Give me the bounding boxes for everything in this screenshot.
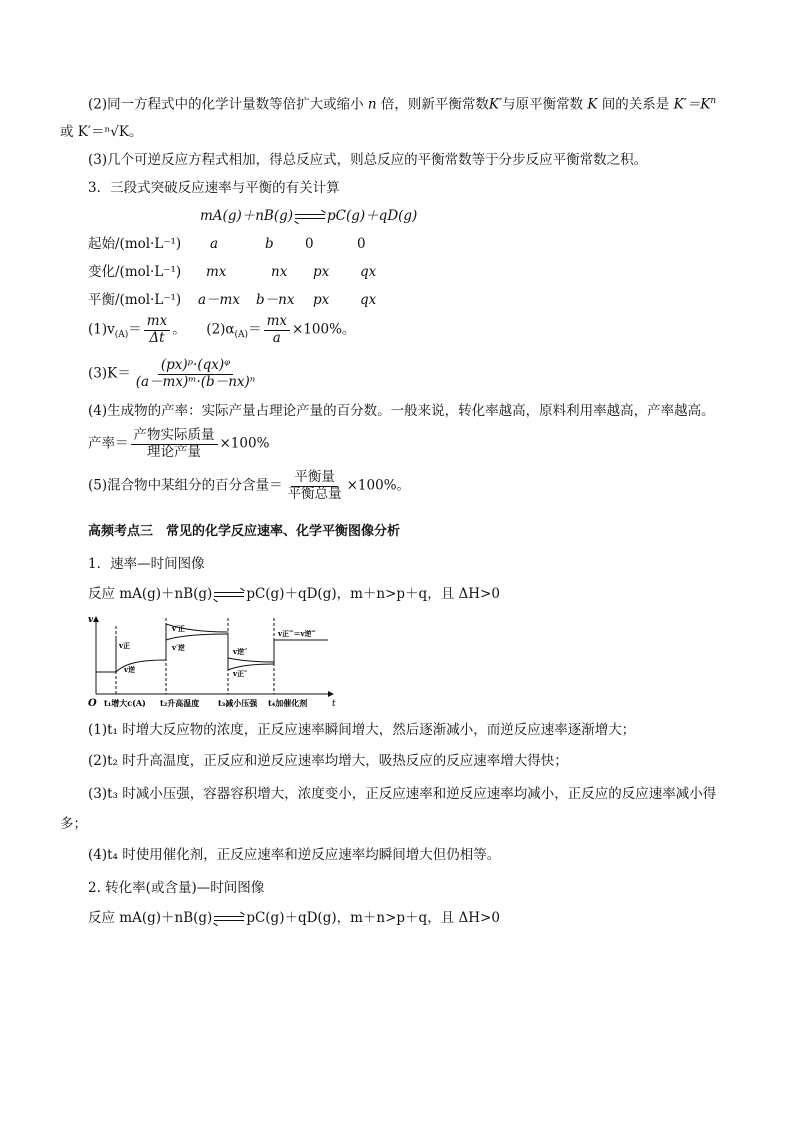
formula-3: [88, 358, 260, 390]
para2-k-prime: K′: [488, 96, 503, 113]
label-v-forward: v正: [119, 641, 131, 650]
para2-n: n: [367, 96, 377, 113]
row-initial-b: b: [265, 236, 274, 252]
x-label-t1: t₁增大c(A): [104, 698, 146, 708]
f2-sub: (A): [234, 330, 249, 341]
para2-line2: 或 K′＝: [60, 124, 105, 140]
reaction-1-right: pC(g)＋qD(g)，m＋n>p＋q，且 ΔH>0: [246, 586, 500, 602]
row-change-d: qx: [360, 264, 377, 280]
label-v-double-forward: v正″: [233, 669, 248, 678]
f2-num: mx: [264, 314, 290, 331]
x-label-t2: t₂升高温度: [160, 698, 200, 708]
reaction-2-right: pC(g)＋qD(g)，m＋n>p＋q，且 ΔH>0: [246, 910, 500, 926]
f3-den: (a－mx)ᵐ·(b－nx)ⁿ: [135, 373, 256, 390]
para2-end: 。: [128, 124, 143, 140]
section-3-title: 3．三段式突破反应速率与平衡的有关计算: [88, 180, 340, 196]
eq-right: pC(g)＋qD(g): [327, 208, 418, 224]
para5-num: 平衡量: [291, 470, 338, 487]
f1-end: 。: [172, 321, 186, 338]
row-initial-a: a: [210, 236, 219, 252]
yield-num: 产物实际质量: [131, 428, 218, 445]
f1-num: mx: [144, 314, 170, 331]
row-eq-d: qx: [360, 292, 377, 308]
f2-pre: (2)α: [206, 321, 235, 338]
formula-1-2: [88, 314, 355, 346]
f2-eq: ＝: [248, 321, 262, 338]
yield-fraction: [131, 428, 218, 460]
y-axis-label: v: [88, 615, 94, 625]
row-change-b: nx: [271, 264, 288, 280]
v-forward-curve-1: [96, 636, 116, 672]
row-eq-a: a－mx: [198, 292, 240, 308]
para2-text-c: 与原平衡常数: [502, 96, 584, 113]
row-initial-c: 0: [305, 236, 314, 252]
label-v-prime-forward: v′正: [172, 624, 185, 633]
para2-text-a: (2)同一方程式中的化学计量数等倍扩大或缩小: [88, 96, 364, 113]
f1-eq: ＝: [128, 321, 142, 338]
para2-text-b: 倍，则新平衡常数: [380, 96, 489, 113]
row-eq-c: px: [313, 292, 330, 308]
paragraph-3: (3)几个可逆反应方程式相加，得总反应式，则总反应的平衡常数等于分步反应平衡常数之积。: [88, 152, 648, 168]
row-initial-d: 0: [357, 236, 366, 252]
x-label-t3: t₃减小压强: [218, 698, 258, 708]
origin-label: O: [88, 698, 97, 709]
para2-relation: K′＝K: [673, 96, 711, 113]
f1-den: Δt: [149, 329, 165, 346]
f3-pre: (3)K＝: [88, 365, 131, 382]
v-catalyst-line: [274, 640, 328, 663]
yield-den: 理论产量: [147, 443, 201, 460]
f2-fraction: [264, 314, 290, 346]
row-change-c: px: [313, 264, 330, 280]
equilibrium-arrow-icon: [214, 915, 244, 923]
f3-fraction: [133, 358, 259, 390]
subsection-1-title: 1．速率—时间图像: [88, 556, 205, 572]
eq-left: mA(g)＋nB(g): [200, 208, 294, 224]
paragraph-4: (4)生成物的产率：实际产量占理论产量的百分数。一般来说，转化率越高，原料利用率越高，产率越高。: [88, 403, 715, 419]
para2-root: ⁿ√K: [104, 124, 129, 140]
para2-exponent: n: [710, 96, 717, 106]
yield-pre: 产率＝: [88, 435, 129, 452]
yield-end: ×100%: [219, 435, 270, 452]
rate-time-graph: [88, 614, 338, 710]
para5-den: 平衡总量: [287, 485, 342, 502]
subsection-2-title: 2. 转化率(或含量)—时间图像: [88, 880, 265, 896]
para2-text-d: 间的关系是: [601, 96, 670, 113]
para5-fraction: [285, 470, 345, 502]
reaction-2-left: 反应 mA(g)＋nB(g): [88, 910, 213, 926]
f2-den: a: [272, 329, 281, 346]
row-eq-label: 平衡/(mol·L⁻¹): [88, 292, 182, 308]
f3-num: (px)ᵖ·(qx)ᵠ: [158, 358, 233, 375]
row-initial-label: 起始/(mol·L⁻¹): [88, 236, 182, 252]
explanation-2: (2)t₂ 时升高温度，正反应和逆反应速率均增大，吸热反应的反应速率增大得快；: [88, 753, 568, 769]
f2-end: ×100%。: [292, 321, 356, 338]
paragraph-2: [88, 96, 716, 113]
reaction-1-left: 反应 mA(g)＋nB(g): [88, 586, 213, 602]
row-change-label: 变化/(mol·L⁻¹): [88, 264, 182, 280]
f1-sub: (A): [114, 330, 129, 341]
section-title-hf3: 高频考点三 常见的化学反应速率、化学平衡图像分析: [88, 524, 401, 539]
paragraph-2-cont: [60, 124, 142, 140]
label-v-reverse: v逆: [124, 665, 136, 674]
label-v-prime-reverse: v′逆: [172, 643, 185, 652]
explanation-3-cont: 多；: [60, 816, 87, 832]
reaction-1: [88, 586, 500, 602]
para5-pre: (5)混合物中某组分的百分含量＝: [88, 477, 283, 494]
para2-k: K: [587, 96, 598, 113]
equilibrium-arrow-icon: [214, 591, 244, 599]
explanation-3: (3)t₃ 时减小压强，容器容积增大，浓度变小，正反应速率和逆反应速率均减小，正反应的反应速率减小得: [88, 786, 717, 802]
paragraph-5: [88, 470, 410, 502]
f1-pre: (1)v: [88, 321, 115, 338]
row-eq-b: b－nx: [256, 292, 295, 308]
yield-formula: [88, 428, 269, 460]
y-axis-arrow-icon: [93, 616, 99, 622]
row-change-a: mx: [206, 264, 227, 280]
equilibrium-arrow-icon: [295, 213, 325, 221]
three-stage-equation: [200, 208, 417, 224]
label-v-double-reverse: v逆″: [233, 647, 248, 656]
explanation-1: (1)t₁ 时增大反应物的浓度，正反应速率瞬间增大，然后逐渐减小，而逆反应速率逐渐增大；: [88, 722, 636, 738]
reaction-2: [88, 910, 500, 926]
x-label-t4: t₄加催化剂: [268, 698, 308, 708]
explanation-4: (4)t₄ 时使用催化剂，正反应速率和逆反应速率均瞬间增大但仍相等。: [88, 847, 501, 863]
para5-end: ×100%。: [346, 477, 411, 494]
x-axis-label: t: [332, 699, 336, 709]
f1-fraction: [144, 314, 170, 346]
x-axis-arrow-icon: [328, 691, 334, 697]
label-v-triple: v正‴＝v逆‴: [278, 629, 316, 638]
